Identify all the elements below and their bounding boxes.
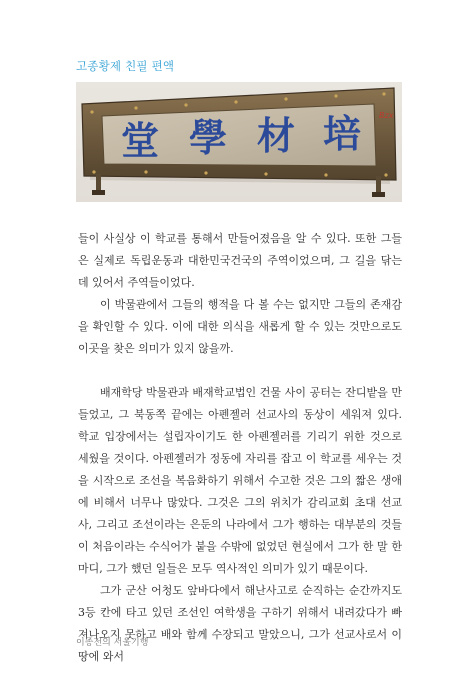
plaque-photo xyxy=(76,82,402,202)
paragraph: 이 박물관에서 그들의 행적을 다 볼 수는 없지만 그들의 존재감을 확인할 수 있다. 이에 대한 의식을 새롭게 할 수 있는 것만으로도 이곳을 찾은 의미가 있지 않을까. xyxy=(78,298,402,355)
plaque-char-3: 材 xyxy=(256,113,296,158)
body-text xyxy=(78,228,402,668)
plaque-char-2: 學 xyxy=(188,115,228,160)
paragraph: 배재학당 박물관과 배재학교법인 건물 사이 공터는 잔디밭을 만들었고, 그 북동쪽 끝에는 아펜젤러 선교사의 동상이 세워져 있다. 학교 입장에서는 설립자이기도 한 아펜젤러를 기리기 위한 것으로 세웠을 것이다. 아펜젤러가 정동에 자리를 잡고 이 학교를 세우는 것을 시작으로 조선을 복음화하기 위해서 수고한 것은 그의 짧은 생애에 비해서 너무나 많았다. 그것은 그의 위치가 감리교회 초대 선교사, 그리고 조선이라는 은둔의 나라에서 그가 행하는 대부분의 것들이 처음이라는 수식어가 붙을 수밖에 없었던 현실에서 그가 한 말 한마디, 그가 했던 일들은 모두 역사적인 의미가 있기 때문이다. xyxy=(78,386,402,575)
section-header: 고종황제 친필 편액 xyxy=(76,59,175,73)
plaque-illustration xyxy=(76,82,402,202)
plaque-char-4: 培 xyxy=(322,111,362,156)
seal-stamp: Bzx xyxy=(379,111,394,120)
plaque-char-1: 堂 xyxy=(120,118,160,163)
paragraph: 들이 사실상 이 학교를 통해서 만들어졌음을 알 수 있다. 또한 그들은 실제로 독립운동과 대한민국건국의 주역이었으며, 그 길을 닦는 데 있어서 주역들이었다. xyxy=(78,232,402,289)
page-footer: 이종전의 서울기행 xyxy=(76,638,149,648)
paragraph: 그가 군산 어청도 앞바다에서 해난사고로 순직하는 순간까지도 3등 칸에 타고 있던 조선인 여학생을 구하기 위해서 내려갔다가 빠져나오지 못하고 배와 함께 수장되고 말았으니, 그가 선교사로서 이 땅에 와서 xyxy=(78,584,402,663)
